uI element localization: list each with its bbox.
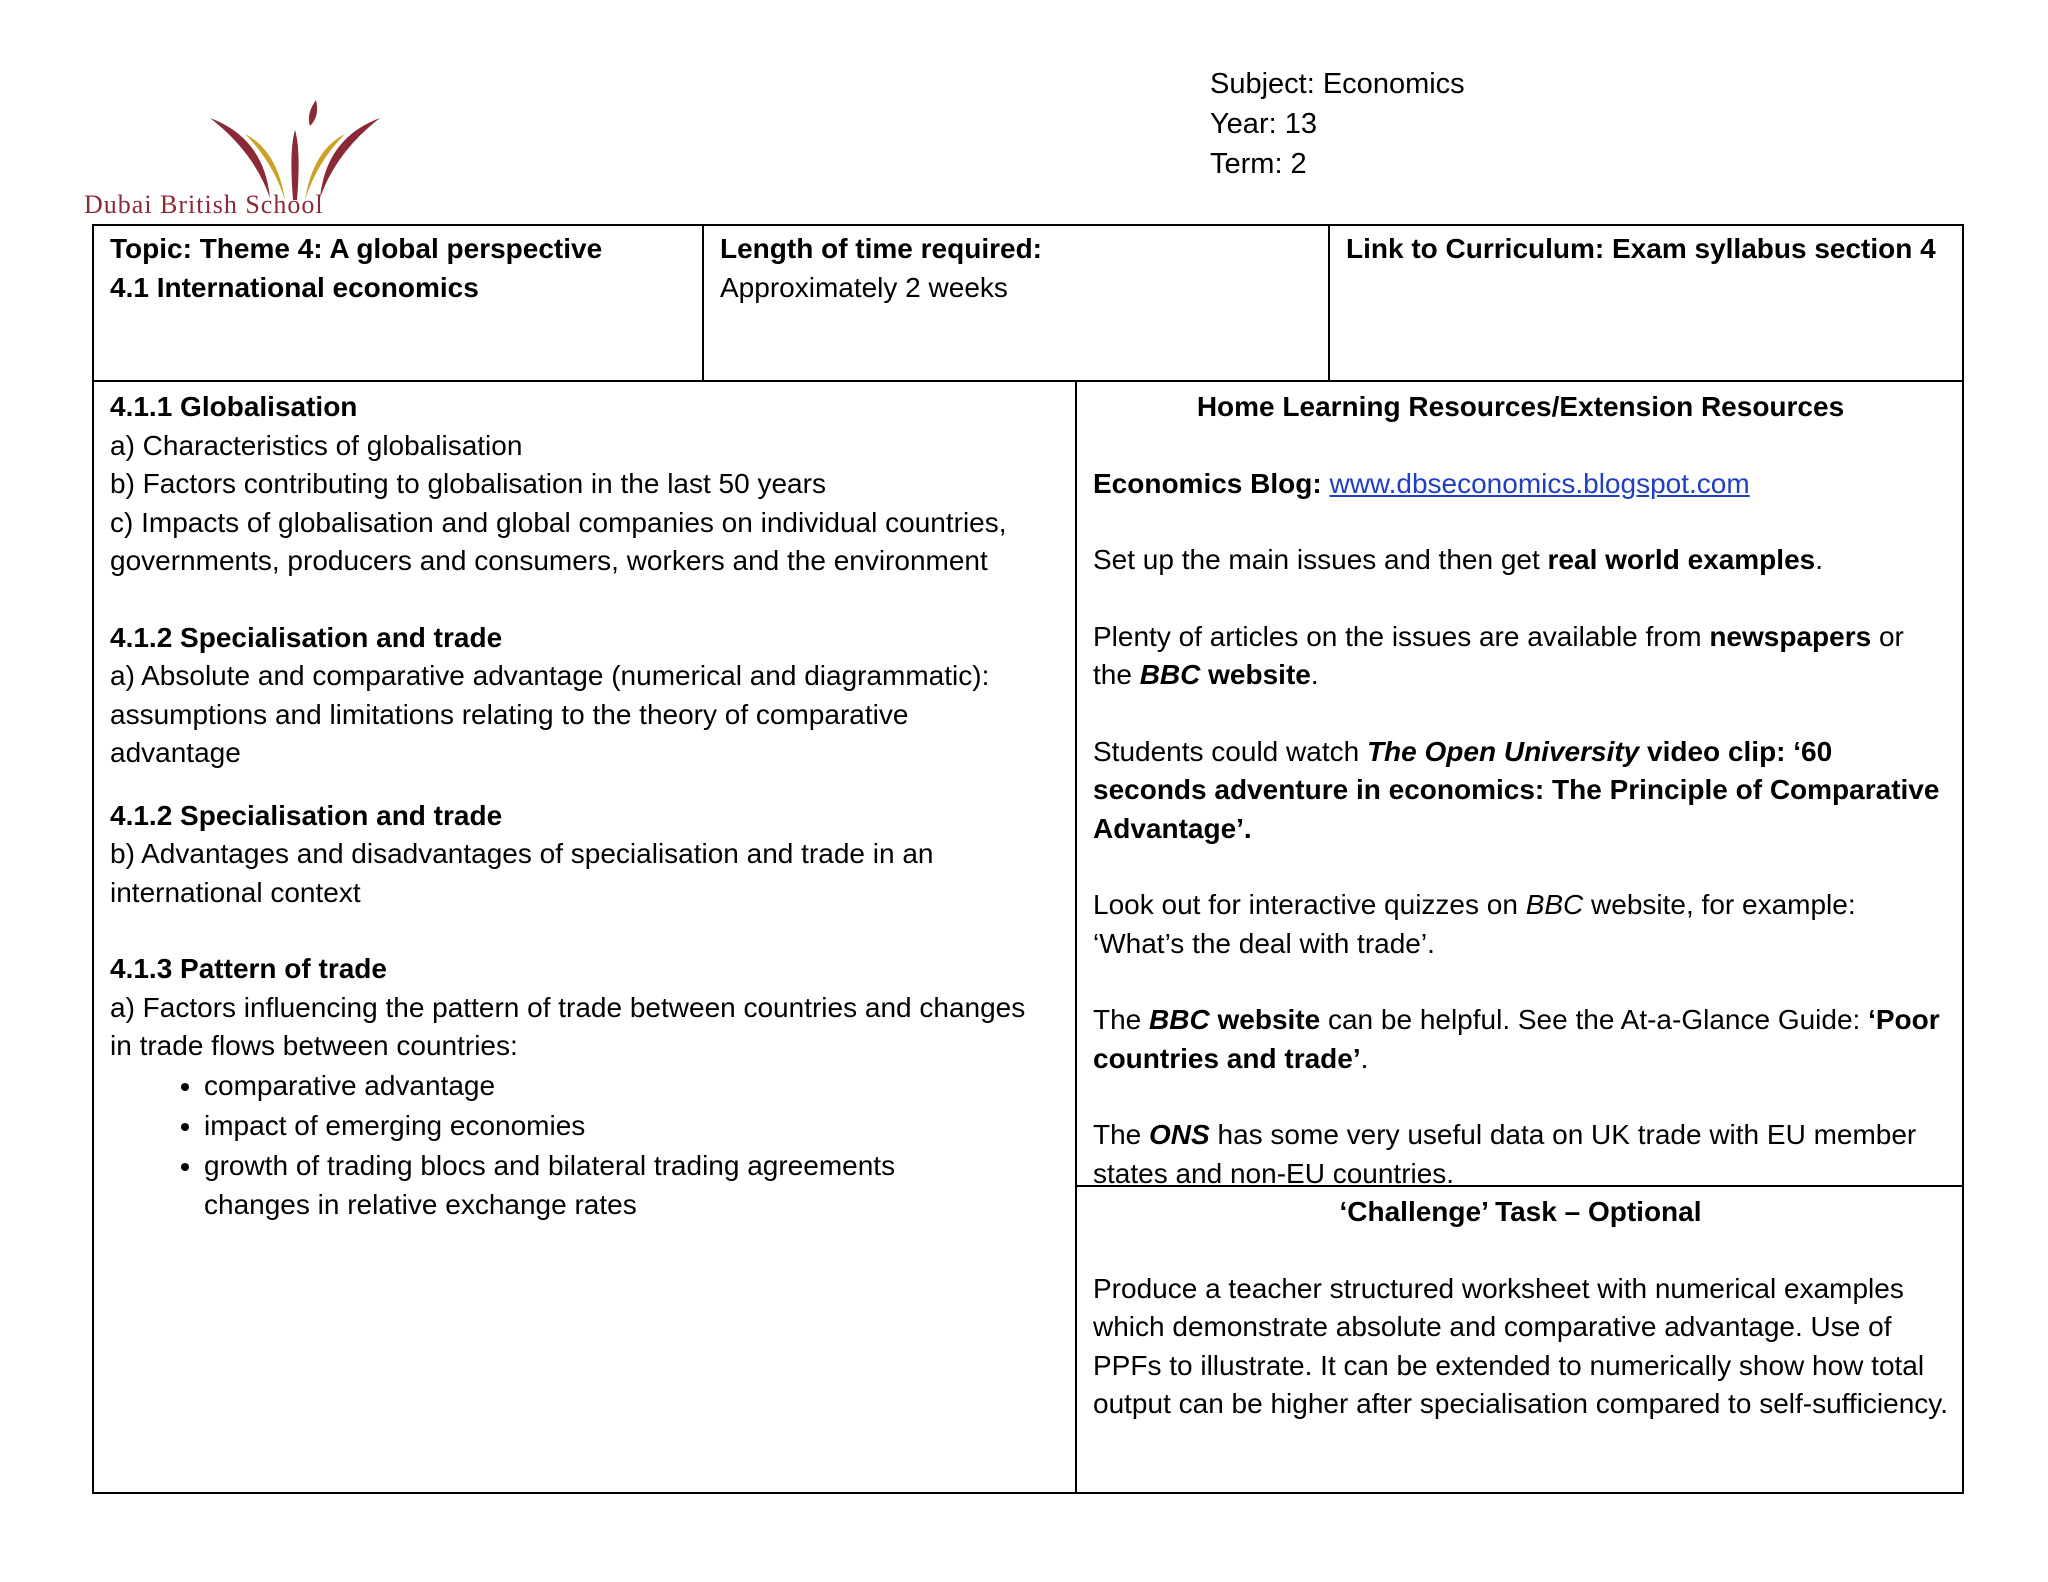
section-text: in trade flows between countries: (110, 1030, 518, 1061)
challenge-text: Produce a teacher structured worksheet with numerical examples which demonstrate absolute and comparative advantage. Use of PPFs to illustrate. It can be extended to numerically show how total output can be higher after specialisation compared to self-sufficiency. (1093, 1272, 1948, 1419)
text: website (1209, 1004, 1321, 1035)
blog-line (1093, 465, 1948, 504)
section-title: 4.1.3 Pattern of trade (110, 953, 387, 984)
section-text: b) Factors contributing to globalisation in the last 50 years (110, 468, 826, 499)
content-cell (94, 382, 1075, 1230)
text: or the (1093, 620, 1904, 690)
paragraph (1093, 886, 1948, 963)
curriculum-link: Link to Curriculum: Exam syllabus section 4 (1346, 233, 1936, 264)
length-value: Approximately 2 weeks (720, 271, 1008, 303)
paragraph (1093, 733, 1948, 849)
text: The Open University (1366, 735, 1640, 767)
section-text: a) Factors influencing the pattern of trade between countries and changes (110, 991, 1026, 1023)
text: The (1093, 1119, 1150, 1150)
paragraph (1093, 541, 1948, 580)
section-text: international context (110, 876, 361, 908)
section-title: 4.1.2 Specialisation and trade (110, 621, 503, 653)
section-text: b) Advantages and disadvantages of specialisation and trade in an (110, 838, 934, 869)
list-item-continuation: changes in relative exchange rates (204, 1188, 637, 1220)
year-label: Year: 13 (1210, 108, 1317, 140)
school-name: Dubai British School (84, 190, 324, 219)
subject-info (1210, 64, 1465, 184)
section-text: advantage (110, 737, 241, 768)
section-text: c) Impacts of globalisation and global companies on individual countries, (110, 506, 1007, 538)
section-text: assumptions and limitations relating to the theory of comparative (110, 698, 909, 730)
text: Set up the main issues and then get (1093, 544, 1548, 575)
resources-heading: Home Learning Resources/Extension Resources (1196, 391, 1845, 422)
topic-subtitle: 4.1 International economics (110, 271, 479, 303)
subject-label: Subject: Economics (1210, 68, 1465, 100)
text: BBC (1149, 1004, 1210, 1035)
resources-cell (1077, 382, 1964, 1199)
factor-list (110, 1066, 1059, 1186)
text: . (1815, 544, 1823, 575)
text: Look out for interactive quizzes on (1093, 889, 1526, 920)
paragraph (1093, 1116, 1948, 1193)
section-title: 4.1.2 Specialisation and trade (110, 799, 503, 831)
text: Students could watch (1093, 735, 1367, 767)
section-text: a) Absolute and comparative advantage (numerical and diagrammatic): (110, 660, 990, 691)
text: ‘Poor countries and trade’ (1093, 1004, 1940, 1074)
topic-cell (94, 224, 702, 313)
topic-title: Topic: Theme 4: A global perspective (110, 233, 603, 264)
paragraph (1093, 1001, 1948, 1078)
list-item: • impact of emerging economies (204, 1106, 1059, 1146)
text: real world examples (1547, 544, 1816, 575)
paragraph (1093, 618, 1948, 695)
blog-label: Economics Blog: (1093, 467, 1322, 499)
section-title: 4.1.1 Globalisation (110, 391, 358, 422)
text: ONS (1149, 1119, 1210, 1150)
text: Plenty of articles on the issues are available from (1093, 620, 1710, 652)
length-label: Length of time required: (720, 233, 1042, 264)
text: BBC (1525, 889, 1584, 920)
text: . (1310, 659, 1319, 690)
section-text: a) Characteristics of globalisation (110, 429, 523, 461)
text: video clip: ‘60 seconds adventure in economics: The Principle of Comparative Advantage’. (1093, 735, 1940, 844)
curriculum-cell (1330, 224, 1962, 275)
list-item: • comparative advantage (204, 1066, 1059, 1106)
list-item: • growth of trading blocs and bilateral trading agreements (204, 1146, 1059, 1186)
length-cell (704, 224, 1328, 313)
challenge-heading: ‘Challenge’ Task – Optional (1339, 1196, 1702, 1227)
term-label: Term: 2 (1210, 148, 1307, 180)
section-text: governments, producers and consumers, workers and the environment (110, 545, 988, 576)
text: BBC (1139, 659, 1201, 690)
text: website (1200, 659, 1311, 690)
text: website, for example: ‘What’s the deal with trade’. (1093, 889, 1856, 959)
text: newspapers (1709, 620, 1872, 652)
text: can be helpful. See the At-a-Glance Guide: (1320, 1004, 1869, 1035)
text: has some very useful data on UK trade with EU member states and non-EU countries. (1093, 1119, 1917, 1189)
text: The (1093, 1004, 1150, 1035)
challenge-cell (1077, 1187, 1964, 1430)
text: . (1360, 1042, 1369, 1074)
blog-link[interactable]: www.dbseconomics.blogspot.com (1329, 467, 1750, 499)
